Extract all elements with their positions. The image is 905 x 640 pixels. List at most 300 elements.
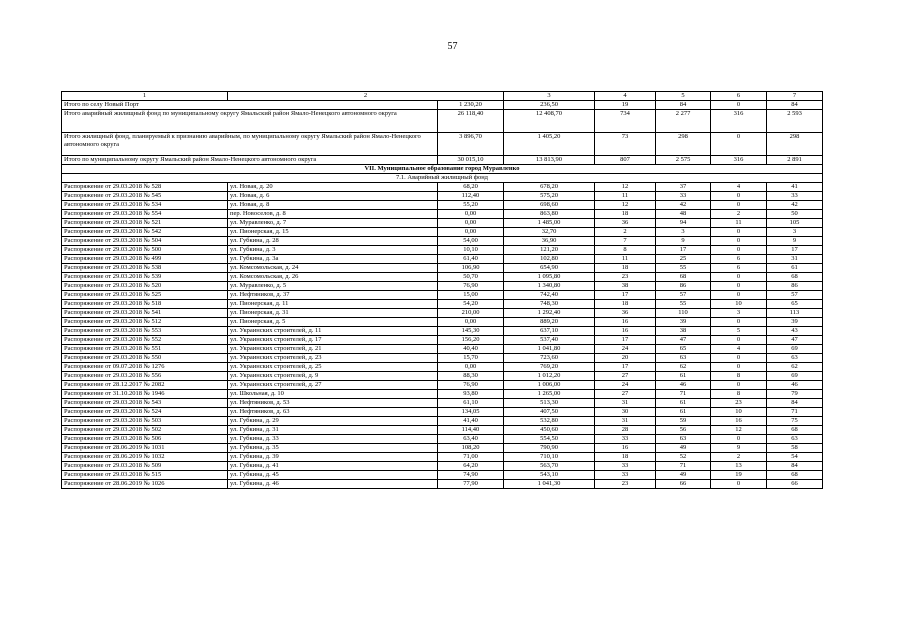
table-cell: 8 xyxy=(711,390,767,399)
document-cell: Распоряжение от 29.03.2018 № 539 xyxy=(62,273,228,282)
table-cell: 1 230,20 xyxy=(438,101,504,110)
table-cell: 316 xyxy=(711,110,767,133)
table-cell: 18 xyxy=(595,264,656,273)
table-cell: 33 xyxy=(595,435,656,444)
table-cell: 0 xyxy=(711,101,767,110)
address-cell: ул. Нефтяников, д. 53 xyxy=(228,399,438,408)
document-cell: Распоряжение от 29.03.2018 № 503 xyxy=(62,417,228,426)
table-cell: 1 405,20 xyxy=(504,133,595,156)
table-cell: 26 118,40 xyxy=(438,110,504,133)
subsection-row xyxy=(62,174,823,183)
table-body xyxy=(62,92,823,489)
table-cell: 24 xyxy=(595,381,656,390)
document-cell: Распоряжение от 29.03.2018 № 551 xyxy=(62,345,228,354)
table-cell: 2 xyxy=(711,453,767,462)
table-cell: 36 xyxy=(595,219,656,228)
table-cell: 58 xyxy=(767,444,823,453)
table-cell: 0 xyxy=(711,381,767,390)
document-cell: Распоряжение от 29.03.2018 № 538 xyxy=(62,264,228,273)
column-header: 1 xyxy=(62,92,228,101)
total-row xyxy=(62,101,823,110)
table-cell: 17 xyxy=(656,246,711,255)
table-cell: 31 xyxy=(767,255,823,264)
table-cell: 4 xyxy=(711,345,767,354)
table-cell: 10,10 xyxy=(438,246,504,255)
table-cell: 654,90 xyxy=(504,264,595,273)
address-cell: ул. Губкина, д. 46 xyxy=(228,480,438,489)
column-header: 6 xyxy=(711,92,767,101)
table-row xyxy=(62,417,823,426)
table-cell: 2 277 xyxy=(656,110,711,133)
table-cell: 513,30 xyxy=(504,399,595,408)
table-cell: 23 xyxy=(711,399,767,408)
table-cell: 86 xyxy=(767,282,823,291)
table-cell: 20 xyxy=(595,354,656,363)
table-cell: 47 xyxy=(767,336,823,345)
document-cell: Распоряжение от 29.03.2018 № 554 xyxy=(62,210,228,219)
table-cell: 48 xyxy=(656,210,711,219)
table-cell: 49 xyxy=(656,471,711,480)
table-cell: 55,20 xyxy=(438,201,504,210)
table-row xyxy=(62,309,823,318)
document-cell: Распоряжение от 29.03.2018 № 504 xyxy=(62,237,228,246)
table-cell: 25 xyxy=(656,255,711,264)
column-header: 7 xyxy=(767,92,823,101)
table-cell: 84 xyxy=(767,462,823,471)
table-cell: 0 xyxy=(711,336,767,345)
table-cell: 32,70 xyxy=(504,228,595,237)
document-cell: Распоряжение от 29.03.2018 № 515 xyxy=(62,471,228,480)
table-cell: 1 012,20 xyxy=(504,372,595,381)
table-cell: 889,20 xyxy=(504,318,595,327)
table-cell: 110 xyxy=(656,309,711,318)
table-cell: 71 xyxy=(656,462,711,471)
table-cell: 298 xyxy=(767,133,823,156)
table-cell: 77,90 xyxy=(438,480,504,489)
table-cell: 723,60 xyxy=(504,354,595,363)
table-cell: 1 006,00 xyxy=(504,381,595,390)
document-cell: Распоряжение от 29.03.2018 № 542 xyxy=(62,228,228,237)
table-cell: 71 xyxy=(656,390,711,399)
total-label: Итого жилищный фонд, планируемый к признанию аварийным, по муниципальному округу Ямальский район Ямало-Ненецкого автономного округа xyxy=(62,133,438,156)
table-cell: 15,00 xyxy=(438,291,504,300)
address-cell: ул. Муравленко, д. 5 xyxy=(228,282,438,291)
table-cell: 9 xyxy=(767,237,823,246)
page-number: 57 xyxy=(447,41,458,52)
table-cell: 79 xyxy=(767,390,823,399)
address-cell: ул. Пионерская, д. 5 xyxy=(228,318,438,327)
address-cell: ул. Новая, д. 20 xyxy=(228,183,438,192)
table-row xyxy=(62,282,823,291)
table-cell: 68 xyxy=(767,273,823,282)
table-cell: 9 xyxy=(656,237,711,246)
table-cell: 16 xyxy=(711,417,767,426)
table-cell: 11 xyxy=(595,255,656,264)
table-cell: 93,80 xyxy=(438,390,504,399)
address-cell: ул. Нефтяников, д. 37 xyxy=(228,291,438,300)
table-cell: 145,30 xyxy=(438,327,504,336)
table-cell: 15,70 xyxy=(438,354,504,363)
table-cell: 17 xyxy=(595,336,656,345)
table-row xyxy=(62,462,823,471)
table-cell: 710,10 xyxy=(504,453,595,462)
table-cell: 18 xyxy=(595,300,656,309)
table-cell: 61 xyxy=(656,372,711,381)
address-cell: ул. Новая, д. 8 xyxy=(228,201,438,210)
table-cell: 24 xyxy=(595,345,656,354)
table-cell: 50,70 xyxy=(438,273,504,282)
address-cell: ул. Украинских строителей, д. 9 xyxy=(228,372,438,381)
document-cell: Распоряжение от 29.03.2018 № 512 xyxy=(62,318,228,327)
table-cell: 42 xyxy=(767,201,823,210)
table-cell: 63 xyxy=(656,435,711,444)
table-cell: 76,90 xyxy=(438,282,504,291)
table-cell: 0 xyxy=(711,246,767,255)
column-header: 5 xyxy=(656,92,711,101)
table-cell: 39 xyxy=(767,318,823,327)
table-cell: 39 xyxy=(656,318,711,327)
address-cell: ул. Комсомольская, д. 26 xyxy=(228,273,438,282)
table-cell: 68 xyxy=(767,426,823,435)
table-row xyxy=(62,363,823,372)
table-row xyxy=(62,183,823,192)
document-cell: Распоряжение от 31.10.2018 № 1946 xyxy=(62,390,228,399)
table-cell: 23 xyxy=(595,480,656,489)
document-cell: Распоряжение от 29.03.2018 № 520 xyxy=(62,282,228,291)
table-cell: 575,20 xyxy=(504,192,595,201)
table-cell: 17 xyxy=(595,363,656,372)
table-cell: 2 xyxy=(595,228,656,237)
table-cell: 1 095,80 xyxy=(504,273,595,282)
document-cell: Распоряжение от 28.06.2019 № 1032 xyxy=(62,453,228,462)
table-cell: 31 xyxy=(595,417,656,426)
table-cell: 0 xyxy=(711,201,767,210)
table-cell: 156,20 xyxy=(438,336,504,345)
table-cell: 17 xyxy=(595,291,656,300)
table-cell: 0 xyxy=(711,318,767,327)
total-label: Итого по муниципальному округу Ямальский район Ямало-Ненецкого автономного округа xyxy=(62,156,438,165)
table-cell: 1 041,80 xyxy=(504,345,595,354)
total-row xyxy=(62,133,823,156)
column-header: 2 xyxy=(228,92,504,101)
table-cell: 68 xyxy=(767,471,823,480)
table-cell: 316 xyxy=(711,156,767,165)
table-cell: 84 xyxy=(767,399,823,408)
document-cell: Распоряжение от 29.03.2018 № 506 xyxy=(62,435,228,444)
total-label: Итого аварийный жилищный фонд по муниципальному округу Ямальский район Ямало-Ненецкого автономного округа xyxy=(62,110,438,133)
document-cell: Распоряжение от 28.06.2019 № 1031 xyxy=(62,444,228,453)
document-cell: Распоряжение от 29.03.2018 № 528 xyxy=(62,183,228,192)
table-cell: 18 xyxy=(595,210,656,219)
table-cell: 31 xyxy=(595,399,656,408)
table-cell: 7 xyxy=(595,237,656,246)
table-cell: 10 xyxy=(711,408,767,417)
address-cell: ул. Губкина, д. 28 xyxy=(228,237,438,246)
table-cell: 1 041,30 xyxy=(504,480,595,489)
table-cell: 108,20 xyxy=(438,444,504,453)
table-cell: 63,40 xyxy=(438,435,504,444)
table-cell: 84 xyxy=(767,101,823,110)
table-cell: 0 xyxy=(711,282,767,291)
table-cell: 0 xyxy=(711,237,767,246)
table-cell: 2 575 xyxy=(656,156,711,165)
address-cell: ул. Украинских строителей, д. 17 xyxy=(228,336,438,345)
document-cell: Распоряжение от 29.03.2018 № 534 xyxy=(62,201,228,210)
table-row xyxy=(62,300,823,309)
table-cell: 0,00 xyxy=(438,219,504,228)
table-cell: 49 xyxy=(656,444,711,453)
address-cell: ул. Пионерская, д. 31 xyxy=(228,309,438,318)
address-cell: ул. Губкина, д. 33 xyxy=(228,435,438,444)
address-cell: ул. Комсомольская, д. 24 xyxy=(228,264,438,273)
table-row xyxy=(62,354,823,363)
table-cell: 698,60 xyxy=(504,201,595,210)
table-row xyxy=(62,471,823,480)
table-cell: 537,40 xyxy=(504,336,595,345)
table-cell: 41,40 xyxy=(438,417,504,426)
table-cell: 69 xyxy=(767,372,823,381)
address-cell: ул. Муравленко, д. 7 xyxy=(228,219,438,228)
table-cell: 16 xyxy=(595,318,656,327)
table-row xyxy=(62,201,823,210)
table-cell: 0 xyxy=(711,363,767,372)
table-cell: 554,50 xyxy=(504,435,595,444)
table-cell: 88,30 xyxy=(438,372,504,381)
table-cell: 298 xyxy=(656,133,711,156)
table-row xyxy=(62,336,823,345)
table-cell: 807 xyxy=(595,156,656,165)
table-row xyxy=(62,426,823,435)
table-cell: 210,00 xyxy=(438,309,504,318)
table-cell: 11 xyxy=(711,219,767,228)
document-cell: Распоряжение от 29.03.2018 № 509 xyxy=(62,462,228,471)
table-row xyxy=(62,381,823,390)
table-cell: 66 xyxy=(656,480,711,489)
table-row xyxy=(62,318,823,327)
address-cell: ул. Губкина, д. 41 xyxy=(228,462,438,471)
document-cell: Распоряжение от 28.12.2017 № 2082 xyxy=(62,381,228,390)
table-cell: 5 xyxy=(711,327,767,336)
address-cell: ул. Украинских строителей, д. 23 xyxy=(228,354,438,363)
table-cell: 62 xyxy=(656,363,711,372)
column-header: 3 xyxy=(504,92,595,101)
table-cell: 57 xyxy=(656,291,711,300)
table-cell: 41 xyxy=(767,183,823,192)
table-cell: 8 xyxy=(595,246,656,255)
table-cell: 0,00 xyxy=(438,363,504,372)
table-cell: 64,20 xyxy=(438,462,504,471)
address-cell: ул. Губкина, д. 35 xyxy=(228,444,438,453)
table-cell: 66 xyxy=(767,480,823,489)
table-cell: 0 xyxy=(711,273,767,282)
table-row xyxy=(62,237,823,246)
table-cell: 0 xyxy=(711,435,767,444)
column-header: 4 xyxy=(595,92,656,101)
table-cell: 16 xyxy=(595,327,656,336)
table-cell: 236,50 xyxy=(504,101,595,110)
table-cell: 61 xyxy=(656,399,711,408)
address-cell: ул. Украинских строителей, д. 11 xyxy=(228,327,438,336)
table-cell: 38 xyxy=(595,282,656,291)
table-cell: 27 xyxy=(595,390,656,399)
total-row xyxy=(62,110,823,133)
address-cell: ул. Школьная, д. 10 xyxy=(228,390,438,399)
table-cell: 13 813,90 xyxy=(504,156,595,165)
table-cell: 33 xyxy=(656,192,711,201)
table-cell: 3 896,70 xyxy=(438,133,504,156)
table-cell: 13 xyxy=(711,462,767,471)
table-cell: 12 408,70 xyxy=(504,110,595,133)
table-cell: 19 xyxy=(595,101,656,110)
table-cell: 0,00 xyxy=(438,228,504,237)
table-cell: 1 340,80 xyxy=(504,282,595,291)
table-cell: 55 xyxy=(656,300,711,309)
table-cell: 61,10 xyxy=(438,399,504,408)
table-cell: 84 xyxy=(656,101,711,110)
table-cell: 3 xyxy=(711,309,767,318)
table-cell: 73 xyxy=(595,133,656,156)
table-row xyxy=(62,444,823,453)
table-cell: 76,90 xyxy=(438,381,504,390)
document-cell: Распоряжение от 29.03.2018 № 553 xyxy=(62,327,228,336)
table-cell: 742,40 xyxy=(504,291,595,300)
table-cell: 2 xyxy=(711,210,767,219)
table-cell: 0,00 xyxy=(438,318,504,327)
document-cell: Распоряжение от 29.03.2018 № 499 xyxy=(62,255,228,264)
address-cell: ул. Пионерская, д. 15 xyxy=(228,228,438,237)
table-cell: 17 xyxy=(767,246,823,255)
table-cell: 16 xyxy=(595,444,656,453)
table-cell: 65 xyxy=(767,300,823,309)
table-cell: 69 xyxy=(767,345,823,354)
table-cell: 9 xyxy=(711,444,767,453)
table-cell: 37 xyxy=(656,183,711,192)
table-row xyxy=(62,219,823,228)
subsection-title: 7.1. Аварийный жилищный фонд xyxy=(62,174,823,183)
table-cell: 121,20 xyxy=(504,246,595,255)
table-cell: 55 xyxy=(656,264,711,273)
address-cell: ул. Нефтяников, д. 63 xyxy=(228,408,438,417)
address-cell: ул. Новая, д. 6 xyxy=(228,192,438,201)
address-cell: ул. Губкина, д. 3а xyxy=(228,255,438,264)
table-cell: 75 xyxy=(767,417,823,426)
address-cell: ул. Украинских строителей, д. 25 xyxy=(228,363,438,372)
table-cell: 19 xyxy=(711,471,767,480)
table-row xyxy=(62,435,823,444)
table-cell: 3 xyxy=(767,228,823,237)
table-cell: 114,40 xyxy=(438,426,504,435)
table-cell: 68 xyxy=(656,273,711,282)
document-cell: Распоряжение от 29.03.2018 № 525 xyxy=(62,291,228,300)
table-cell: 54,00 xyxy=(438,237,504,246)
total-label: Итого по селу Новый Порт xyxy=(62,101,438,110)
table-cell: 748,30 xyxy=(504,300,595,309)
address-cell: ул. Украинских строителей, д. 21 xyxy=(228,345,438,354)
table-cell: 30 015,10 xyxy=(438,156,504,165)
table-cell: 2 891 xyxy=(767,156,823,165)
table-cell: 0 xyxy=(711,480,767,489)
table-cell: 6 xyxy=(711,264,767,273)
section-title: VII. Муниципальное образование город Муравленко xyxy=(62,165,823,174)
table-row xyxy=(62,264,823,273)
table-cell: 678,20 xyxy=(504,183,595,192)
table-cell: 54 xyxy=(767,453,823,462)
table-cell: 134,05 xyxy=(438,408,504,417)
address-cell: ул. Губкина, д. 45 xyxy=(228,471,438,480)
table-cell: 637,10 xyxy=(504,327,595,336)
table-cell: 106,90 xyxy=(438,264,504,273)
table-cell: 2 593 xyxy=(767,110,823,133)
table-cell: 46 xyxy=(767,381,823,390)
table-cell: 33 xyxy=(595,471,656,480)
table-cell: 407,50 xyxy=(504,408,595,417)
table-cell: 23 xyxy=(595,273,656,282)
table-cell: 43 xyxy=(767,327,823,336)
table-cell: 52 xyxy=(656,453,711,462)
address-cell: ул. Губкина, д. 29 xyxy=(228,417,438,426)
document-cell: Распоряжение от 29.03.2018 № 500 xyxy=(62,246,228,255)
table-cell: 63 xyxy=(656,354,711,363)
table-cell: 0 xyxy=(711,228,767,237)
total-row xyxy=(62,156,823,165)
document-cell: Распоряжение от 29.03.2018 № 552 xyxy=(62,336,228,345)
table-cell: 27 xyxy=(595,372,656,381)
table-cell: 769,20 xyxy=(504,363,595,372)
table-cell: 112,40 xyxy=(438,192,504,201)
document-cell: Распоряжение от 29.03.2018 № 521 xyxy=(62,219,228,228)
address-cell: ул. Губкина, д. 39 xyxy=(228,453,438,462)
table-cell: 8 xyxy=(711,372,767,381)
table-cell: 0,00 xyxy=(438,210,504,219)
table-row xyxy=(62,480,823,489)
document-cell: Распоряжение от 29.03.2018 № 545 xyxy=(62,192,228,201)
housing-table xyxy=(61,91,823,489)
table-cell: 94 xyxy=(656,219,711,228)
address-cell: ул. Губкина, д. 3 xyxy=(228,246,438,255)
table-row xyxy=(62,453,823,462)
address-cell: ул. Губкина, д. 31 xyxy=(228,426,438,435)
table-cell: 102,80 xyxy=(504,255,595,264)
table-cell: 532,80 xyxy=(504,417,595,426)
table-row xyxy=(62,255,823,264)
table-cell: 12 xyxy=(595,183,656,192)
table-cell: 450,60 xyxy=(504,426,595,435)
table-cell: 33 xyxy=(767,192,823,201)
table-cell: 47 xyxy=(656,336,711,345)
address-cell: пер. Новоселов, д. 8 xyxy=(228,210,438,219)
document-cell: Распоряжение от 29.03.2018 № 518 xyxy=(62,300,228,309)
header-row xyxy=(62,92,823,101)
table-cell: 38 xyxy=(656,327,711,336)
table-cell: 56 xyxy=(656,426,711,435)
table-row xyxy=(62,390,823,399)
document-cell: Распоряжение от 29.03.2018 № 550 xyxy=(62,354,228,363)
table-row xyxy=(62,273,823,282)
table-cell: 0 xyxy=(711,291,767,300)
table-cell: 1 265,00 xyxy=(504,390,595,399)
table-cell: 4 xyxy=(711,183,767,192)
table-cell: 10 xyxy=(711,300,767,309)
document-cell: Распоряжение от 29.03.2018 № 524 xyxy=(62,408,228,417)
table-cell: 62 xyxy=(767,363,823,372)
table-cell: 65 xyxy=(656,345,711,354)
table-cell: 54,20 xyxy=(438,300,504,309)
table-cell: 863,80 xyxy=(504,210,595,219)
table-cell: 61 xyxy=(656,408,711,417)
table-cell: 6 xyxy=(711,255,767,264)
document-cell: Распоряжение от 29.03.2018 № 541 xyxy=(62,309,228,318)
document-cell: Распоряжение от 29.03.2018 № 502 xyxy=(62,426,228,435)
